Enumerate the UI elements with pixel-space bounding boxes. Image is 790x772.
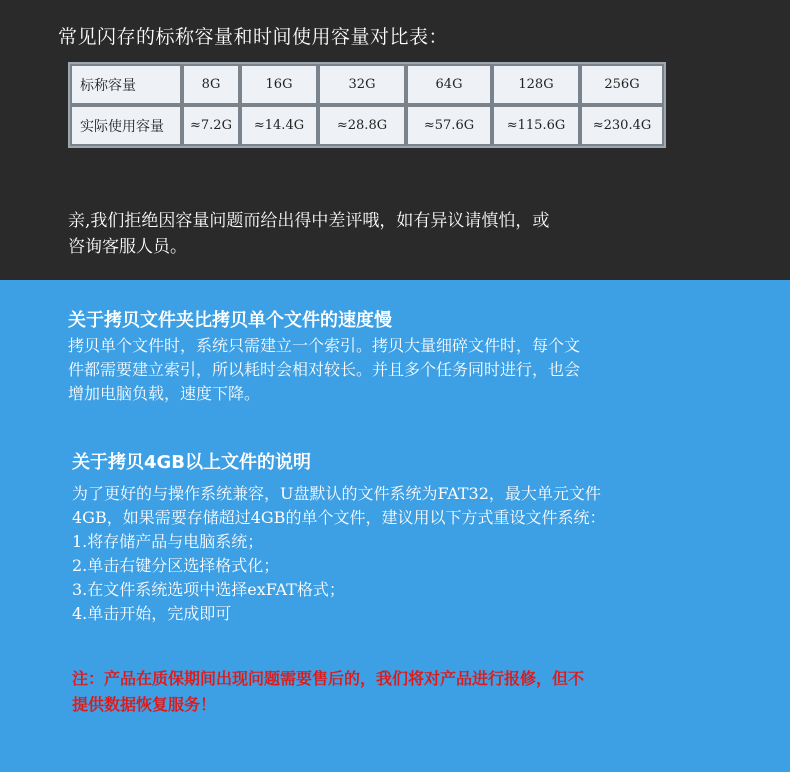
table-row-nominal xyxy=(70,64,664,105)
table-row-actual xyxy=(70,105,664,146)
capacity-table-title: 常见闪存的标称容量和时间使用容量对比表： xyxy=(58,26,449,48)
paragraph-line: 拷贝单个文件时，系统只需建立一个索引。拷贝大量细碎文件时，每个文 xyxy=(68,336,581,355)
nominal-cell: 32G xyxy=(318,64,406,105)
row-label-nominal: 标称容量 xyxy=(70,64,182,105)
nominal-cell: 16G xyxy=(240,64,318,105)
actual-cell: ≈28.8G xyxy=(318,105,406,146)
step-item: 1.将存储产品与电脑系统； xyxy=(72,532,264,551)
warning-line: 提供数据恢复服务！ xyxy=(72,695,217,714)
notice-line: 亲,我们拒绝因容量问题而给出得中差评哦，如有异议请慎怕，或 xyxy=(68,211,550,231)
warranty-warning xyxy=(72,666,722,718)
actual-cell: ≈230.4G xyxy=(580,105,664,146)
paragraph-line: 增加电脑负载，速度下降。 xyxy=(68,384,261,403)
4gb-section-heading: 关于拷贝4GB以上文件的说明 xyxy=(72,452,312,473)
paragraph-line: 件都需要建立索引，所以耗时会相对较长。并且多个任务同时进行，也会 xyxy=(68,360,581,379)
row-label-actual: 实际使用容量 xyxy=(70,105,182,146)
nominal-cell: 64G xyxy=(406,64,492,105)
4gb-section-body xyxy=(72,482,752,626)
nominal-cell: 128G xyxy=(492,64,580,105)
speed-section-heading: 关于拷贝文件夹比拷贝单个文件的速度慢 xyxy=(68,310,392,331)
capacity-comparison-table xyxy=(68,62,666,148)
actual-cell: ≈115.6G xyxy=(492,105,580,146)
step-item: 2.单击右键分区选择格式化； xyxy=(72,556,280,575)
actual-cell: ≈7.2G xyxy=(182,105,240,146)
notice-line: 咨询客服人员。 xyxy=(68,237,187,257)
paragraph-line: 4GB，如果需要存储超过4GB的单个文件，建议用以下方式重设文件系统： xyxy=(72,508,606,527)
paragraph-line: 为了更好的与操作系统兼容，U盘默认的文件系统为FAT32，最大单元文件 xyxy=(72,484,601,503)
nominal-cell: 256G xyxy=(580,64,664,105)
step-item: 3.在文件系统选项中选择exFAT格式； xyxy=(72,580,345,599)
actual-cell: ≈14.4G xyxy=(240,105,318,146)
nominal-cell: 8G xyxy=(182,64,240,105)
actual-cell: ≈57.6G xyxy=(406,105,492,146)
speed-section-body xyxy=(68,334,728,406)
warning-line: 注：产品在质保期间出现问题需要售后的，我们将对产品进行报修，但不 xyxy=(72,669,585,688)
capacity-notice xyxy=(68,208,688,260)
step-item: 4.单击开始，完成即可 xyxy=(72,604,232,623)
